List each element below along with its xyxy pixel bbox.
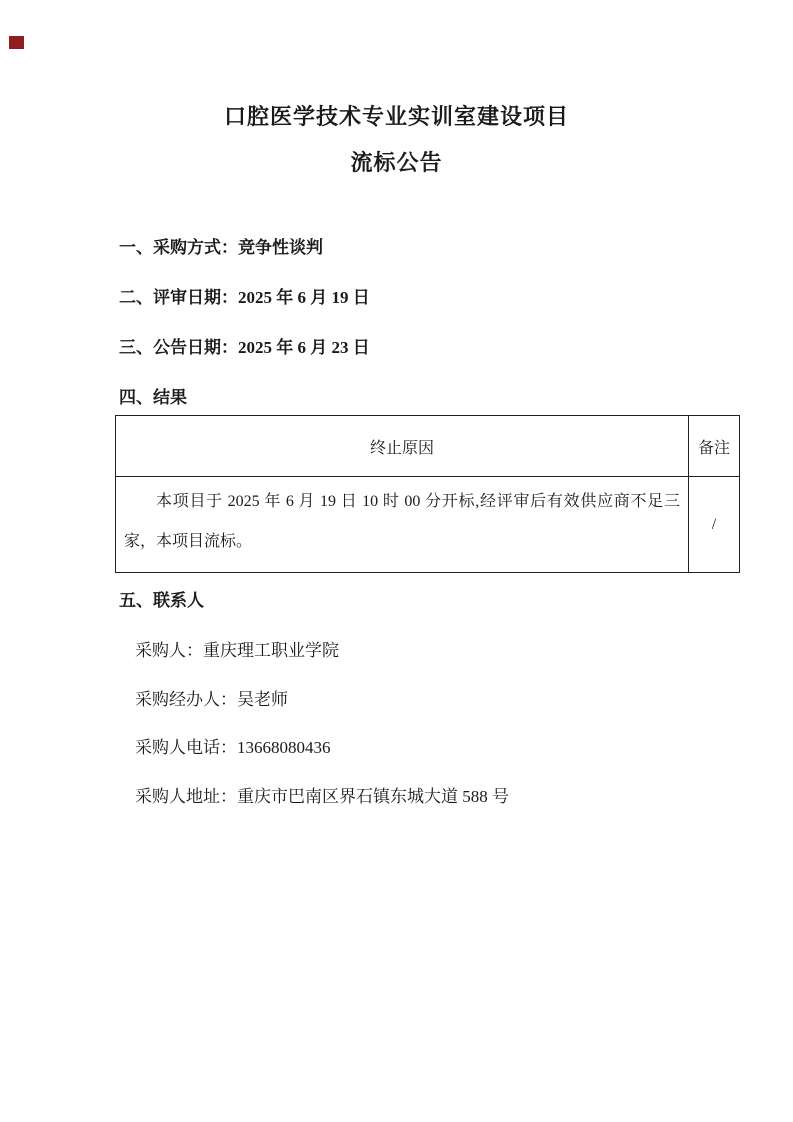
result-table <box>115 415 740 573</box>
contact-address: 采购人地址：重庆市巴南区界石镇东城大道 588 号 <box>135 787 509 806</box>
table-header-termination-reason: 终止原因 <box>116 416 688 477</box>
section-contacts: 五、联系人 <box>119 591 204 610</box>
section-result: 四、结果 <box>119 388 187 407</box>
section-announcement-date: 三、公告日期：2025 年 6 月 23 日 <box>119 338 370 357</box>
page-subtitle: 流标公告 <box>350 150 443 175</box>
contact-purchaser: 采购人：重庆理工职业学院 <box>135 641 339 660</box>
table-cell-remark: / <box>688 477 739 572</box>
contact-agent: 采购经办人：吴老师 <box>135 690 288 709</box>
table-cell-termination-reason: 本项目于 2025 年 6 月 19 日 10 时 00 分开标,经评审后有效供应商不足三家，本项目流标。 <box>124 493 680 550</box>
section-procurement-method: 一、采购方式：竞争性谈判 <box>119 238 323 257</box>
section-review-date: 二、评审日期：2025 年 6 月 19 日 <box>119 288 370 307</box>
red-mark <box>9 36 24 49</box>
page-title: 口腔医学技术专业实训室建设项目 <box>223 104 569 129</box>
contact-phone: 采购人电话：13668080436 <box>135 738 331 757</box>
table-header-remark: 备注 <box>688 416 739 477</box>
